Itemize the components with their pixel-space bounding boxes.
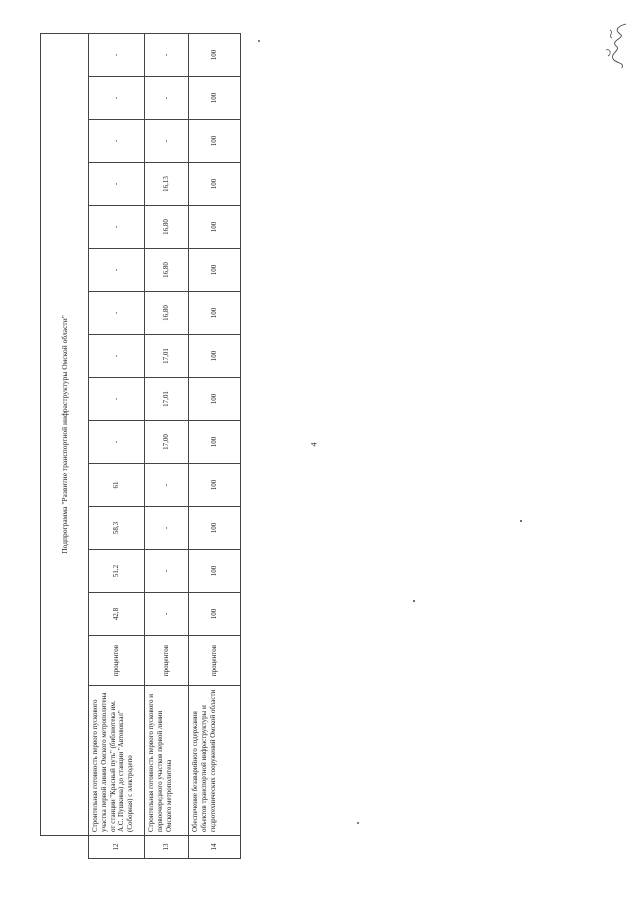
- value-cell: 58,3: [89, 507, 145, 550]
- indicator-table: [40, 33, 241, 859]
- value-cell: 16,13: [145, 163, 189, 206]
- value-cell: -: [89, 163, 145, 206]
- value-cell: 100: [189, 33, 241, 76]
- table-row: [145, 33, 189, 858]
- value-cell: 100: [189, 163, 241, 206]
- subprogram-title: Подпрограмма "Развитие транспортной инфраструктуры Омской области": [41, 33, 89, 835]
- value-cell: 17,01: [145, 335, 189, 378]
- row-unit: процентов: [89, 636, 145, 686]
- value-cell: -: [89, 292, 145, 335]
- value-cell: 51,2: [89, 550, 145, 593]
- value-cell: 100: [189, 206, 241, 249]
- value-cell: -: [89, 378, 145, 421]
- value-cell: 17,00: [145, 421, 189, 464]
- value-cell: -: [89, 249, 145, 292]
- value-cell: 100: [189, 421, 241, 464]
- value-cell: -: [89, 120, 145, 163]
- handwritten-signature: [600, 20, 634, 72]
- value-cell: 100: [189, 550, 241, 593]
- indicator-table-rotated: [40, 34, 240, 859]
- value-cell: 16,80: [145, 249, 189, 292]
- page-number: 4: [309, 442, 319, 447]
- value-cell: -: [145, 120, 189, 163]
- value-cell: 100: [189, 292, 241, 335]
- value-cell: -: [89, 335, 145, 378]
- row-number: 13: [145, 836, 189, 859]
- value-cell: 100: [189, 335, 241, 378]
- value-cell: -: [145, 507, 189, 550]
- table-row: [89, 33, 145, 858]
- scan-dot: [357, 822, 359, 824]
- row-description: Строительная готовность первого пускового и первоочередного участков первой линии Омского метрополитена: [145, 686, 189, 836]
- value-cell: 100: [189, 378, 241, 421]
- value-cell: 100: [189, 464, 241, 507]
- corner-blank: [41, 836, 89, 859]
- value-cell: -: [145, 77, 189, 120]
- value-cell: 16,80: [145, 206, 189, 249]
- row-unit: процентов: [145, 636, 189, 686]
- row-description: Строительная готовность первого пускового участка первой линии Омского метрополитена от станции "Красный путь" (библиотека им. А.С. Пушкина) до станции "Автовокзал" (Соборная) с электродепо: [89, 686, 145, 836]
- value-cell: 100: [189, 249, 241, 292]
- value-cell: 100: [189, 120, 241, 163]
- value-cell: 61: [89, 464, 145, 507]
- value-cell: 17,01: [145, 378, 189, 421]
- value-cell: 42,8: [89, 593, 145, 636]
- row-number: 14: [189, 836, 241, 859]
- value-cell: 100: [189, 77, 241, 120]
- value-cell: -: [89, 77, 145, 120]
- indicator-table-frame: [40, 34, 240, 859]
- scan-dot: [520, 520, 522, 522]
- scan-dot: [258, 40, 260, 42]
- value-cell: -: [89, 421, 145, 464]
- value-cell: -: [145, 464, 189, 507]
- value-cell: 16,80: [145, 292, 189, 335]
- value-cell: 100: [189, 507, 241, 550]
- value-cell: -: [89, 33, 145, 76]
- table-row: [189, 33, 241, 858]
- row-number: 12: [89, 836, 145, 859]
- value-cell: -: [145, 550, 189, 593]
- value-cell: -: [145, 593, 189, 636]
- row-description: Обеспечение безаварийного содержания объектов транспортной инфраструктуры и гидротехнических сооружений Омской области: [189, 686, 241, 836]
- scan-dot: [413, 600, 415, 602]
- value-cell: -: [89, 206, 145, 249]
- row-unit: процентов: [189, 636, 241, 686]
- value-cell: -: [145, 33, 189, 76]
- value-cell: 100: [189, 593, 241, 636]
